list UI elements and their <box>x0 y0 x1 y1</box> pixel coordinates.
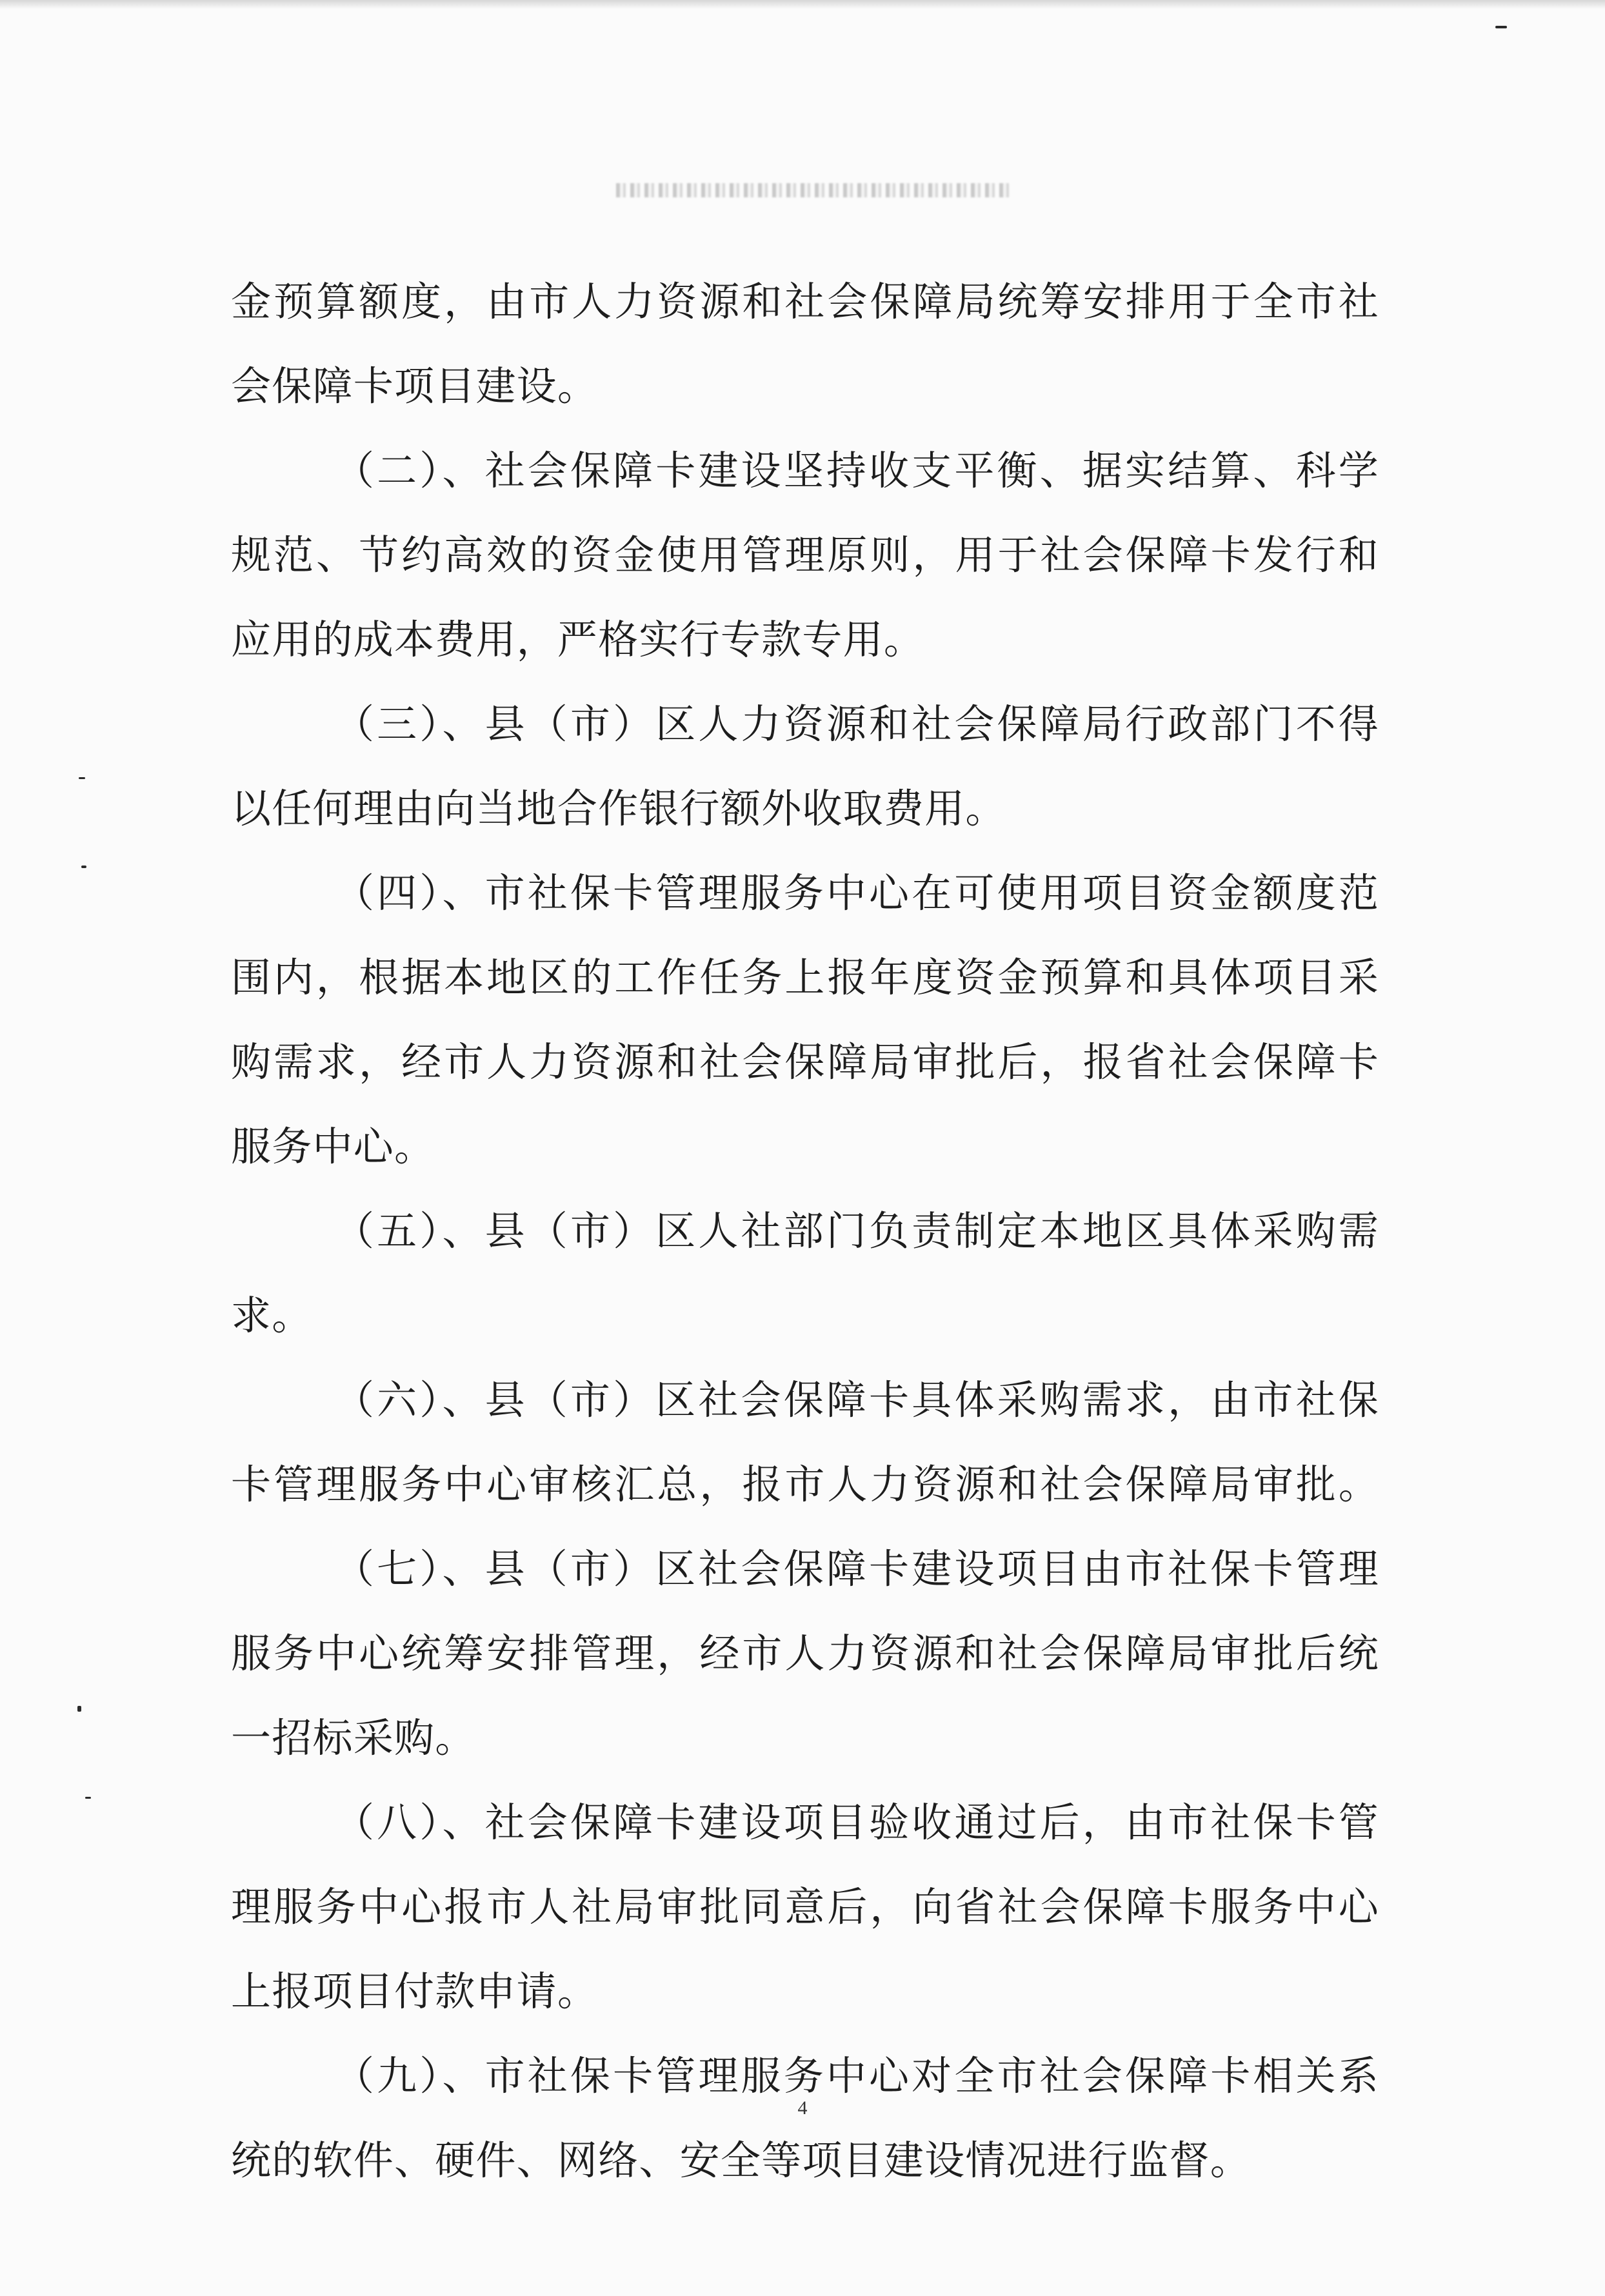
scan-mark <box>77 1706 81 1712</box>
scan-mark <box>81 866 86 868</box>
text-line: 规范、节约高效的资金使用管理原则，用于社会保障卡发行和 <box>231 531 1379 579</box>
text-line: 服务中心。 <box>231 1123 435 1170</box>
text-line: （二）、社会保障卡建设坚持收支平衡、据实结算、科学 <box>334 447 1379 494</box>
text-line: 应用的成本费用，严格实行专款专用。 <box>231 616 925 663</box>
text-line: 服务中心统筹安排管理，经市人力资源和社会保障局审批后统 <box>231 1630 1379 1677</box>
scan-mark <box>1495 26 1507 28</box>
text-line: 上报项目付款申请。 <box>231 1968 599 2015</box>
text-line: 一招标采购。 <box>231 1714 476 1761</box>
text-line: （六）、县（市）区社会保障卡具体采购需求，由市社保 <box>334 1376 1379 1423</box>
text-line: 会保障卡项目建设。 <box>231 362 599 410</box>
text-line: 统的软件、硬件、网络、安全等项目建设情况进行监督。 <box>231 2137 1251 2184</box>
text-line: 求。 <box>231 1292 313 1339</box>
page-number: 4 <box>797 2097 808 2119</box>
text-line: （八）、社会保障卡建设项目验收通过后，由市社保卡管 <box>334 1799 1379 1846</box>
text-line: （三）、县（市）区人力资源和社会保障局行政部门不得 <box>334 700 1379 747</box>
text-line: （五）、县（市）区人社部门负责制定本地区具体采购需 <box>334 1207 1379 1254</box>
text-line: 围内，根据本地区的工作任务上报年度资金预算和具体项目采 <box>231 954 1379 1001</box>
text-line: 购需求，经市人力资源和社会保障局审批后，报省社会保障卡 <box>231 1038 1379 1085</box>
text-line: 理服务中心报市人社局审批同意后，向省社会保障卡服务中心 <box>231 1883 1379 1930</box>
text-line: （九）、市社保卡管理服务中心对全市社会保障卡相关系 <box>334 2052 1379 2099</box>
text-line: 卡管理服务中心审核汇总，报市人力资源和社会保障局审批。 <box>231 1461 1379 1508</box>
document-body <box>231 259 1379 2202</box>
header-smudge <box>616 183 1010 197</box>
text-line: （七）、县（市）区社会保障卡建设项目由市社保卡管理 <box>334 1545 1379 1592</box>
scan-mark <box>79 777 85 779</box>
text-line: 金预算额度，由市人力资源和社会保障局统筹安排用于全市社 <box>231 278 1379 325</box>
scan-mark <box>85 1797 91 1799</box>
text-line: 以任何理由向当地合作银行额外收取费用。 <box>231 785 1006 832</box>
scan-edge <box>0 0 1605 9</box>
text-line: （四）、市社保卡管理服务中心在可使用项目资金额度范 <box>334 869 1379 916</box>
